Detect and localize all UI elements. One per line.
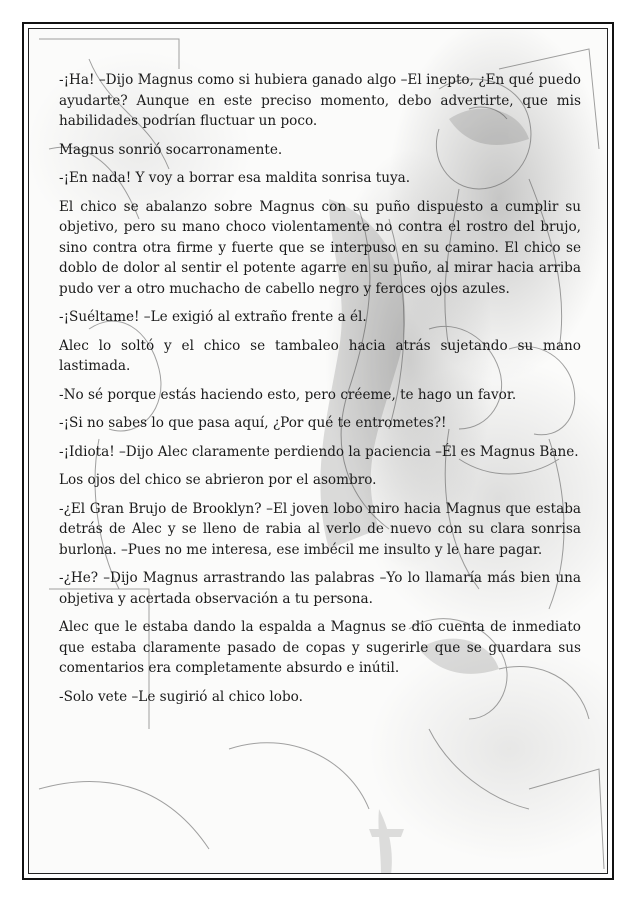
paragraph: -¡Si no sabes lo que pasa aquí, ¿Por qué te entrometes?!	[59, 415, 447, 431]
paragraph: -¡Idiota! –Dijo Alec claramente perdiendo la paciencia –Él es Magnus Bane.	[59, 443, 579, 460]
paragraph: Alec lo soltó y el chico se tambaleo hacia atrás sujetando su mano lastimada.	[59, 337, 581, 374]
paragraph: -¡Suéltame! –Le exigió al extraño frente a él.	[59, 309, 367, 325]
paragraph: -¿El Gran Brujo de Brooklyn? –El joven lobo miro hacia Magnus que estaba detrás de Alec y se lleno de rabia al verlo de nuevo con su clara sonrisa burlona. –Pues no me interesa, ese imbécil me insulto y le hare pagar.	[59, 500, 581, 558]
paragraph: Magnus sonrió socarronamente.	[59, 141, 283, 158]
paragraph: -¡Ha! –Dijo Magnus como si hubiera ganado algo –El inepto, ¿En qué puedo ayudarte? Aunque en este preciso momento, debo advertirte, que mis habilidades podrían fluctuar un poco.	[59, 72, 581, 129]
paragraph: Alec que le estaba dando la espalda a Magnus se dio cuenta de inmediato que estaba claramente pasado de copas y sugerirle que se guardara sus comentarios era completamente absurdo e inútil.	[59, 619, 581, 676]
paragraph: El chico se abalanzo sobre Magnus con su puño dispuesto a cumplir su objetivo, pero su mano choco violentamente no contra el rostro del brujo, sino contra otra firme y fuerte que se interpuso en su camino. El chico se doblo de dolor al sentir el potente agarre en su puño, al mirar hacia arriba pudo ver a otro muchacho de cabello negro y feroces ojos azules.	[59, 198, 581, 297]
story-text	[59, 70, 581, 715]
paragraph: Los ojos del chico se abrieron por el asombro.	[59, 472, 377, 488]
paragraph: -Solo vete –Le sugirió al chico lobo.	[59, 688, 303, 705]
paragraph: -No sé porque estás haciendo esto, pero créeme, te hago un favor.	[59, 386, 517, 403]
paragraph: -¡En nada! Y voy a borrar esa maldita sonrisa tuya.	[59, 170, 411, 186]
paragraph: -¿He? –Dijo Magnus arrastrando las palabras –Yo lo llamaría más bien una objetiva y acertada observación a tu persona.	[59, 570, 581, 607]
